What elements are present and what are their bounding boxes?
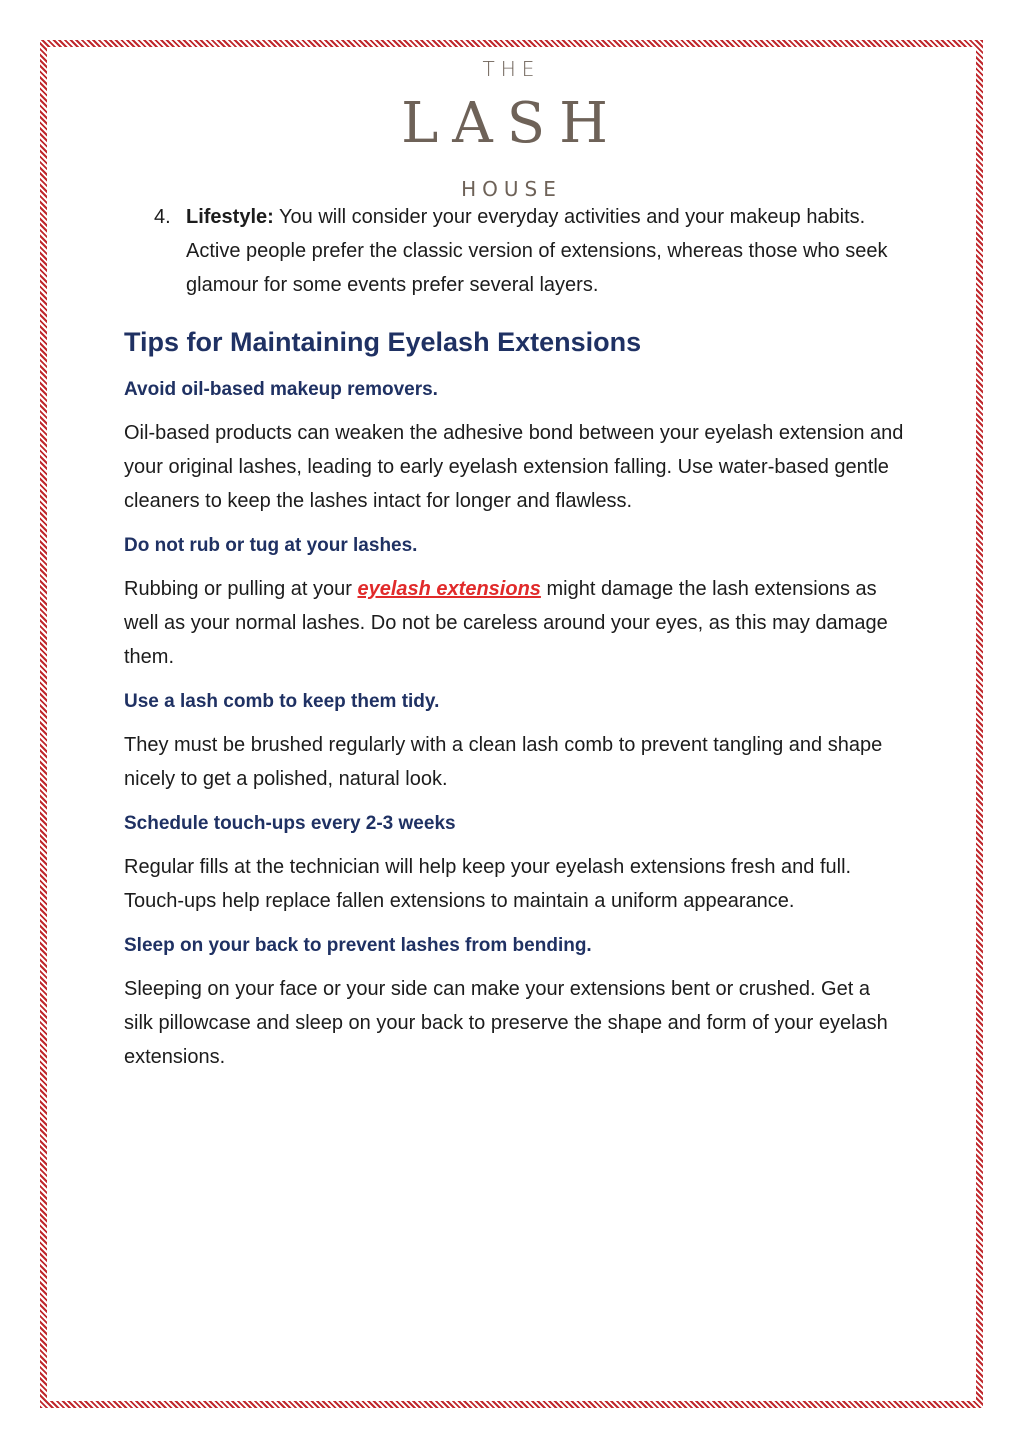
tip-body-rub-start: Rubbing or pulling at your	[124, 578, 358, 600]
list-term: Lifestyle:	[186, 206, 274, 228]
tip-body-touchups: Regular fills at the technician will help keep your eyelash extensions fresh and full. Touch-ups help replace fallen extensions to maintain a uniform appearance.	[124, 856, 852, 912]
section-title: Tips for Maintaining Eyelash Extensions	[124, 327, 642, 357]
logo-house: HOUSE	[461, 177, 562, 201]
tip-body-sleep: Sleeping on your face or your side can make your extensions bent or crushed. Get a silk pillowcase and sleep on your back to preserve the shape and form of your eyelash extensions.	[124, 978, 888, 1068]
tip-heading-comb: Use a lash comb to keep them tidy.	[124, 691, 440, 712]
list-item-lifestyle	[124, 200, 904, 302]
brand-logo	[0, 56, 1023, 202]
tip-heading-sleep: Sleep on your back to prevent lashes from bending.	[124, 935, 592, 956]
tip-heading-rub: Do not rub or tug at your lashes.	[124, 535, 418, 556]
list-text: You will consider your everyday activities and your makeup habits. Active people prefer the classic version of extensions, whereas those who seek glamour for some events prefer several layers.	[186, 206, 888, 296]
tip-body-comb: They must be brushed regularly with a clean lash comb to prevent tangling and shape nicely to get a polished, natural look.	[124, 734, 883, 790]
tip-body-rub-end: might damage the lash extensions as well as your normal lashes. Do not be careless around your eyes, as this may damage them.	[124, 578, 888, 668]
tip-body-oil: Oil-based products can weaken the adhesive bond between your eyelash extension and your original lashes, leading to early eyelash extension falling. Use water-based gentle cleaners to keep the lashes intact for longer and flawless.	[124, 422, 904, 512]
tip-body-rub	[124, 572, 904, 674]
logo-the: THE	[482, 57, 541, 81]
logo-lash: LASH	[401, 91, 622, 156]
list-number: 4.	[154, 206, 171, 228]
tip-heading-oil: Avoid oil-based makeup removers.	[124, 379, 438, 400]
tip-heading-touchups: Schedule touch-ups every 2-3 weeks	[124, 813, 456, 834]
eyelash-extensions-link[interactable]: eyelash extensions	[357, 578, 541, 600]
document-content	[124, 200, 904, 1074]
